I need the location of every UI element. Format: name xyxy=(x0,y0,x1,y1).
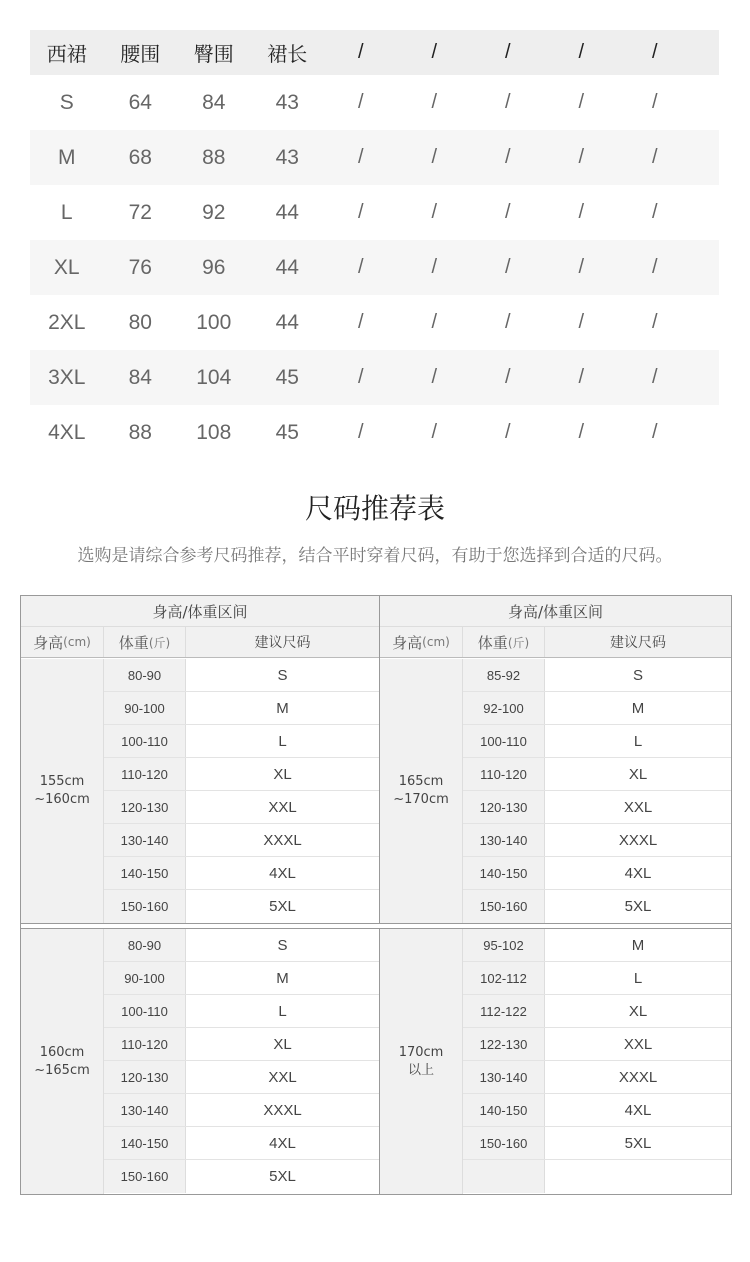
table-row xyxy=(104,791,379,824)
recommended-size-cell: S xyxy=(186,659,379,691)
recommended-size-cell: 4XL xyxy=(545,1094,731,1126)
recommended-size-cell: XXL xyxy=(186,1061,379,1093)
weight-size-rows xyxy=(104,659,379,923)
recommended-size-cell: XL xyxy=(186,1028,379,1060)
measurement-cell: / xyxy=(357,256,364,278)
table-row xyxy=(463,929,731,962)
weight-range-cell: 140-150 xyxy=(104,857,186,889)
height-range-cell xyxy=(380,659,463,923)
recommended-size-cell: XXL xyxy=(186,791,379,823)
weight-size-rows xyxy=(463,929,731,1194)
weight-range-cell: 100-110 xyxy=(104,725,186,757)
table-row xyxy=(463,791,731,824)
recommended-size-cell: S xyxy=(545,659,731,691)
measurement-cell: 84 xyxy=(128,365,152,389)
size-chart-header-row xyxy=(30,30,719,75)
size-label-cell: 2XL xyxy=(48,310,86,334)
measurement-cell: / xyxy=(357,366,364,388)
block-body xyxy=(380,659,731,923)
recommended-size-cell: 5XL xyxy=(186,890,379,923)
size-recommendation-table xyxy=(20,595,732,1195)
measurement-cell: / xyxy=(431,256,438,278)
weight-range-cell: 130-140 xyxy=(104,1094,186,1126)
weight-size-rows xyxy=(463,659,731,923)
weight-column-header xyxy=(104,627,186,657)
weight-range-cell: 140-150 xyxy=(463,857,545,889)
table-row xyxy=(104,1028,379,1061)
table-row xyxy=(104,1160,379,1193)
table-row xyxy=(463,962,731,995)
measurement-cell: / xyxy=(357,421,364,443)
recommended-size-cell: XXXL xyxy=(186,824,379,856)
measurement-cell: / xyxy=(357,311,364,333)
height-column-header xyxy=(380,627,463,657)
measurement-cell: 88 xyxy=(128,420,152,444)
table-row xyxy=(104,1061,379,1094)
table-row xyxy=(104,1127,379,1160)
weight-range-cell: 110-120 xyxy=(463,758,545,790)
size-chart-body xyxy=(30,75,719,460)
recommended-size-cell xyxy=(545,1160,731,1193)
recommended-size-cell: 4XL xyxy=(545,857,731,889)
table-row xyxy=(463,1061,731,1094)
recommended-size-cell: S xyxy=(186,929,379,961)
measurement-cell: / xyxy=(504,146,511,168)
height-range-line: 155cm xyxy=(39,774,85,789)
measurement-cell: 64 xyxy=(128,90,152,114)
recommended-size-cell: XXL xyxy=(545,791,731,823)
recommended-size-cell: 5XL xyxy=(545,1127,731,1159)
recommended-size-cell: M xyxy=(545,929,731,961)
measurement-cell: / xyxy=(651,201,658,223)
height-range-line: ~165cm xyxy=(34,1062,90,1078)
measurement-cell: 100 xyxy=(196,310,232,334)
measurement-cell: 43 xyxy=(275,90,299,114)
header-cell: 腰围 xyxy=(120,44,161,66)
size-label-cell: 3XL xyxy=(48,365,86,389)
weight-range-cell: 120-130 xyxy=(104,791,186,823)
block-header: 身高/体重区间 xyxy=(21,596,379,627)
recommendation-subtitle: 选购是请综合参考尺码推荐，结合平时穿着尺码，有助于您选择到合适的尺码。 xyxy=(77,546,673,566)
size-chart-table xyxy=(30,30,719,460)
weight-range-cell: 150-160 xyxy=(104,890,186,923)
measurement-cell: / xyxy=(504,366,511,388)
block-body xyxy=(380,929,731,1194)
size-label-cell: 4XL xyxy=(48,420,86,444)
recommended-size-cell: XL xyxy=(545,995,731,1027)
weight-range-cell: 90-100 xyxy=(104,692,186,724)
weight-range-cell: 92-100 xyxy=(463,692,545,724)
weight-range-cell: 130-140 xyxy=(104,824,186,856)
measurement-cell: / xyxy=(651,256,658,278)
size-column-header: 建议尺码 xyxy=(254,635,311,651)
measurement-cell: / xyxy=(651,421,658,443)
size-chart-row xyxy=(30,75,719,130)
table-row xyxy=(463,857,731,890)
height-range-line: ~170cm xyxy=(393,792,449,807)
size-label-cell: S xyxy=(59,90,74,114)
recommended-size-cell: L xyxy=(186,995,379,1027)
recommended-size-cell: 4XL xyxy=(186,1127,379,1159)
recommended-size-cell: M xyxy=(545,692,731,724)
measurement-cell: 43 xyxy=(275,145,299,169)
measurement-cell: 96 xyxy=(202,255,226,279)
table-row xyxy=(463,890,731,923)
measurement-cell: / xyxy=(431,311,438,333)
recommended-size-cell: XXXL xyxy=(545,1061,731,1093)
recommended-size-cell: XXL xyxy=(545,1028,731,1060)
height-range-line: 以上 xyxy=(407,1062,434,1078)
recommended-size-cell: XL xyxy=(186,758,379,790)
size-chart-row xyxy=(30,295,719,350)
measurement-cell: / xyxy=(651,146,658,168)
recommended-size-cell: L xyxy=(545,962,731,994)
measurement-cell: / xyxy=(651,311,658,333)
header-cell: / xyxy=(578,41,585,63)
table-row xyxy=(463,995,731,1028)
measurement-cell: / xyxy=(431,366,438,388)
recommended-size-cell: M xyxy=(186,692,379,724)
weight-range-cell: 102-112 xyxy=(463,962,545,994)
header-cell: 裙长 xyxy=(267,44,308,66)
table-row xyxy=(104,1094,379,1127)
table-row xyxy=(104,962,379,995)
measurement-cell: / xyxy=(651,366,658,388)
measurement-cell: / xyxy=(431,91,438,113)
height-range-line: 160cm xyxy=(39,1044,85,1060)
weight-range-cell xyxy=(463,1160,545,1193)
table-row xyxy=(463,1028,731,1061)
measurement-cell: / xyxy=(504,311,511,333)
size-chart-row xyxy=(30,130,719,185)
measurement-cell: / xyxy=(578,146,585,168)
column-headers xyxy=(21,627,379,658)
measurement-cell: 45 xyxy=(275,420,299,444)
column-headers xyxy=(380,627,731,658)
table-row xyxy=(463,659,731,692)
table-row xyxy=(104,929,379,962)
table-row xyxy=(104,758,379,791)
recommended-size-cell: L xyxy=(545,725,731,757)
recommendation-block xyxy=(21,929,380,1194)
recommended-size-cell: XXXL xyxy=(545,824,731,856)
recommended-size-cell: M xyxy=(186,962,379,994)
height-header-unit: (cm) xyxy=(63,635,91,649)
weight-column-header xyxy=(463,627,545,657)
height-header-unit: (cm) xyxy=(422,635,450,649)
recommended-size-cell: 5XL xyxy=(545,890,731,923)
recommendation-block xyxy=(380,929,731,1194)
measurement-cell: 88 xyxy=(202,145,226,169)
measurement-cell: / xyxy=(504,421,511,443)
height-range-cell xyxy=(380,929,463,1194)
measurement-cell: / xyxy=(578,201,585,223)
measurement-cell: / xyxy=(578,366,585,388)
recommended-size-cell: 5XL xyxy=(186,1160,379,1193)
measurement-cell: / xyxy=(651,91,658,113)
measurement-cell: / xyxy=(431,421,438,443)
measurement-cell: / xyxy=(504,91,511,113)
measurement-cell: 68 xyxy=(128,145,152,169)
height-header-label: 身高 xyxy=(392,633,423,652)
weight-range-cell: 110-120 xyxy=(104,1028,186,1060)
height-header-label: 身高 xyxy=(33,633,64,652)
height-column-header xyxy=(21,627,104,657)
measurement-cell: 104 xyxy=(196,365,232,389)
table-row xyxy=(463,1127,731,1160)
block-header: 身高/体重区间 xyxy=(380,596,731,627)
measurement-cell: 92 xyxy=(202,200,226,224)
header-cell: / xyxy=(431,41,438,63)
weight-range-cell: 112-122 xyxy=(463,995,545,1027)
weight-range-cell: 80-90 xyxy=(104,659,186,691)
measurement-cell: 80 xyxy=(128,310,152,334)
header-cell: / xyxy=(357,41,364,63)
size-chart-row xyxy=(30,240,719,295)
size-chart-row xyxy=(30,405,719,460)
weight-range-cell: 95-102 xyxy=(463,929,545,961)
weight-range-cell: 100-110 xyxy=(104,995,186,1027)
table-row xyxy=(463,824,731,857)
weight-size-rows xyxy=(104,929,379,1194)
weight-range-cell: 120-130 xyxy=(463,791,545,823)
header-cell: / xyxy=(504,41,511,63)
weight-header-unit: (斤) xyxy=(148,635,171,650)
measurement-cell: / xyxy=(578,91,585,113)
measurement-cell: 108 xyxy=(196,420,232,444)
measurement-cell: 44 xyxy=(275,310,299,334)
measurement-cell: 76 xyxy=(128,255,152,279)
height-range-line: 165cm xyxy=(398,774,444,789)
recommendation-title: 尺码推荐表 xyxy=(304,492,445,525)
height-range-line: 170cm xyxy=(398,1044,444,1060)
table-row xyxy=(463,1160,731,1193)
measurement-cell: / xyxy=(504,256,511,278)
table-row xyxy=(463,1094,731,1127)
recommendation-block xyxy=(21,596,380,923)
recommendation-block xyxy=(380,596,731,923)
table-row xyxy=(104,995,379,1028)
recommended-size-cell: XXXL xyxy=(186,1094,379,1126)
table-row xyxy=(463,692,731,725)
weight-range-cell: 110-120 xyxy=(104,758,186,790)
weight-range-cell: 150-160 xyxy=(104,1160,186,1193)
weight-header-label: 体重 xyxy=(477,633,508,652)
height-range-cell xyxy=(21,659,104,923)
weight-range-cell: 120-130 xyxy=(104,1061,186,1093)
table-row xyxy=(104,659,379,692)
measurement-cell: 45 xyxy=(275,365,299,389)
table-row xyxy=(104,824,379,857)
table-row xyxy=(104,692,379,725)
measurement-cell: / xyxy=(357,146,364,168)
table-row xyxy=(104,890,379,923)
measurement-cell: / xyxy=(578,421,585,443)
recommended-size-cell: L xyxy=(186,725,379,757)
size-chart-row xyxy=(30,350,719,405)
table-row xyxy=(104,857,379,890)
weight-range-cell: 150-160 xyxy=(463,890,545,923)
weight-header-label: 体重 xyxy=(118,633,149,652)
measurement-cell: / xyxy=(357,201,364,223)
header-cell: 臀围 xyxy=(193,44,234,66)
weight-header-unit: (斤) xyxy=(507,635,530,650)
measurement-cell: / xyxy=(578,256,585,278)
measurement-cell: 44 xyxy=(275,200,299,224)
weight-range-cell: 140-150 xyxy=(463,1094,545,1126)
height-range-cell xyxy=(21,929,104,1194)
weight-range-cell: 122-130 xyxy=(463,1028,545,1060)
measurement-cell: 84 xyxy=(202,90,226,114)
table-row xyxy=(463,758,731,791)
weight-range-cell: 80-90 xyxy=(104,929,186,961)
weight-range-cell: 140-150 xyxy=(104,1127,186,1159)
measurement-cell: 72 xyxy=(128,200,152,224)
weight-range-cell: 85-92 xyxy=(463,659,545,691)
measurement-cell: / xyxy=(431,201,438,223)
header-cell: / xyxy=(651,41,658,63)
size-column-header: 建议尺码 xyxy=(610,635,666,651)
size-label-cell: L xyxy=(60,200,73,224)
weight-range-cell: 130-140 xyxy=(463,824,545,856)
weight-range-cell: 100-110 xyxy=(463,725,545,757)
block-body xyxy=(21,659,379,923)
measurement-cell: / xyxy=(431,146,438,168)
block-body xyxy=(21,929,379,1194)
size-chart-row xyxy=(30,185,719,240)
table-row xyxy=(463,725,731,758)
size-label-cell: XL xyxy=(53,255,80,279)
recommended-size-cell: 4XL xyxy=(186,857,379,889)
table-row xyxy=(104,725,379,758)
height-range-line: ~160cm xyxy=(34,792,90,807)
size-label-cell: M xyxy=(58,145,76,169)
measurement-cell: / xyxy=(578,311,585,333)
weight-range-cell: 90-100 xyxy=(104,962,186,994)
header-cell: 西裙 xyxy=(46,44,87,66)
measurement-cell: / xyxy=(504,201,511,223)
weight-range-cell: 150-160 xyxy=(463,1127,545,1159)
recommended-size-cell: XL xyxy=(545,758,731,790)
measurement-cell: / xyxy=(357,91,364,113)
measurement-cell: 44 xyxy=(275,255,299,279)
weight-range-cell: 130-140 xyxy=(463,1061,545,1093)
